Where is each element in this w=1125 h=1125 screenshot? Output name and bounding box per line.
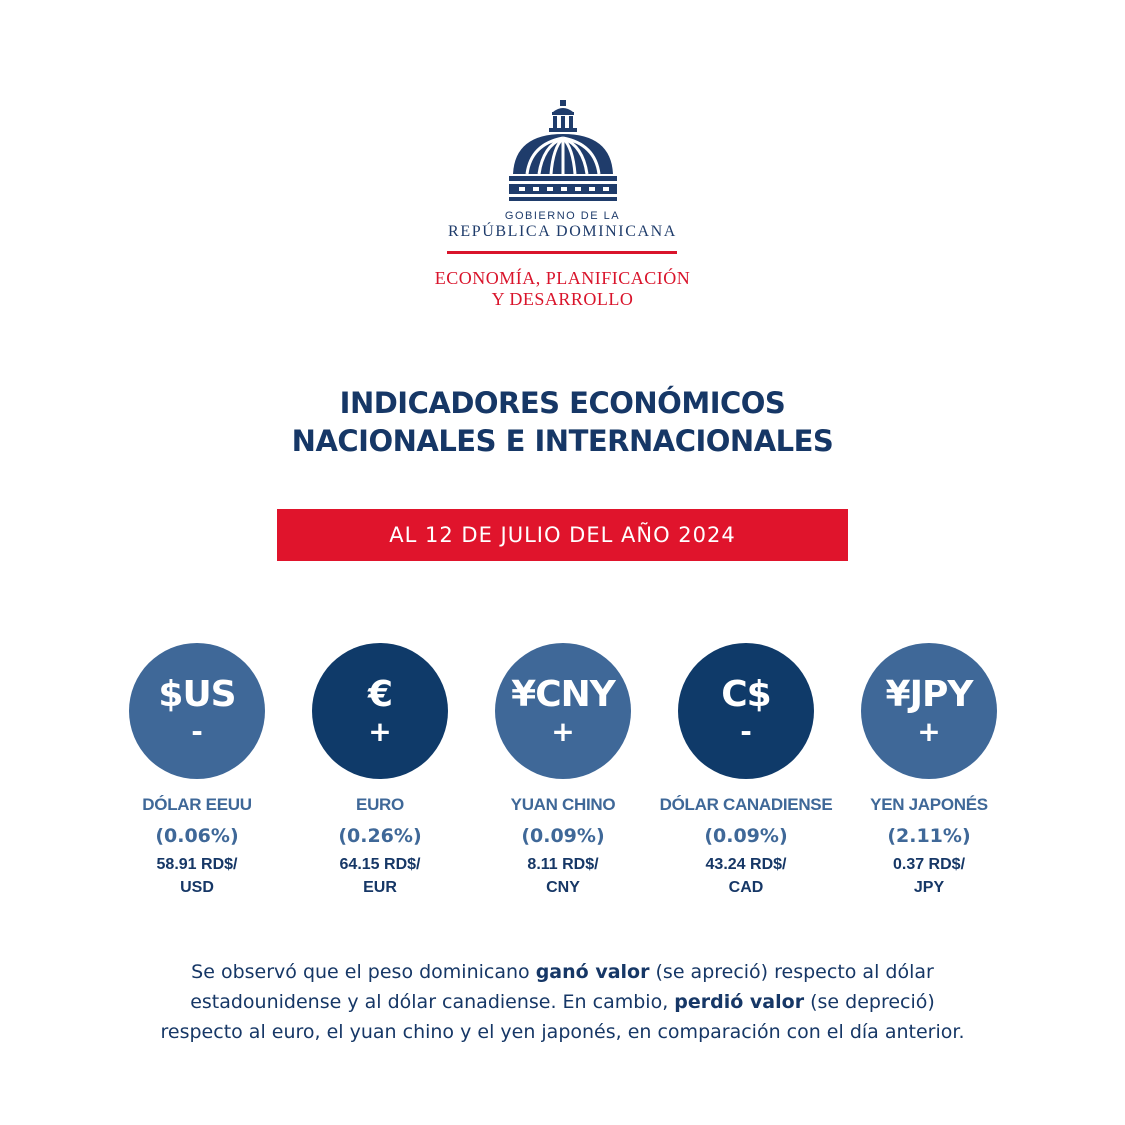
title-line2: NACIONALES E INTERNACIONALES: [291, 424, 834, 458]
currency-symbol: ¥JPY: [885, 674, 973, 715]
change-sign: +: [368, 715, 392, 748]
rate-value: 43.24 RD$/: [705, 856, 787, 873]
rate-value: 58.91 RD$/: [156, 856, 238, 873]
currency-circle: [495, 643, 631, 779]
currency-rate: [463, 853, 663, 899]
summary-bold-loss: perdió valor: [674, 991, 805, 1013]
currency-jpy: [829, 643, 1029, 899]
currency-rate: [646, 853, 846, 899]
gov-line1: GOBIERNO DE LA: [504, 210, 621, 222]
currency-circle: [861, 643, 997, 779]
dome-icon: [505, 100, 621, 210]
currency-rate: [280, 853, 480, 899]
change-sign: -: [740, 715, 752, 748]
summary-part2: (se apreció) respecto al dólar estadounidense y al dólar canadiense. En cambio,: [190, 961, 934, 1013]
currency-rate: [829, 853, 1029, 899]
currency-usd: [97, 643, 297, 899]
summary-part3: (se depreció) respecto al euro, el yuan chino y el yen japonés, en comparación con el día anterior.: [160, 991, 965, 1043]
currency-change: (0.26%): [338, 825, 422, 847]
currency-cad: [646, 643, 846, 899]
currency-change: (2.11%): [887, 825, 971, 847]
change-sign: -: [191, 715, 203, 748]
rate-code: USD: [180, 879, 214, 896]
change-sign: +: [917, 715, 941, 748]
currency-circle: [678, 643, 814, 779]
currency-name: YUAN CHINO: [510, 795, 616, 814]
gov-line2: REPÚBLICA DOMINICANA: [448, 223, 677, 240]
summary-bold-gain: ganó valor: [535, 961, 650, 983]
currency-symbol: ¥CNY: [511, 674, 615, 715]
change-sign: +: [551, 715, 575, 748]
currency-name: YEN JAPONÉS: [870, 795, 988, 814]
currency-symbol: €: [367, 674, 393, 715]
currency-change: (0.09%): [521, 825, 605, 847]
currency-symbol: C$: [721, 674, 771, 715]
currency-circle: [129, 643, 265, 779]
rate-value: 8.11 RD$/: [527, 856, 599, 873]
rate-value: 64.15 RD$/: [339, 856, 421, 873]
currency-name: EURO: [356, 795, 404, 814]
currency-circle: [312, 643, 448, 779]
rate-code: JPY: [913, 879, 945, 896]
rate-code: EUR: [363, 879, 397, 896]
ministry-line1: ECONOMÍA, PLANIFICACIÓN: [434, 268, 691, 288]
currency-symbol: $US: [158, 674, 236, 715]
logo-divider: [447, 251, 677, 254]
currency-name: DÓLAR EEUU: [142, 795, 252, 814]
currency-change: (0.06%): [155, 825, 239, 847]
date-banner: AL 12 DE JULIO DEL AÑO 2024: [277, 509, 848, 561]
rate-code: CAD: [728, 879, 764, 896]
rate-code: CNY: [546, 879, 580, 896]
ministry-line2: Y DESARROLLO: [491, 289, 634, 309]
currency-cny: [463, 643, 663, 899]
summary-text: [150, 957, 975, 1047]
currency-rate: [97, 853, 297, 899]
page-title: [0, 384, 1125, 460]
currency-name: DÓLAR CANADIENSE: [659, 795, 833, 814]
rate-value: 0.37 RD$/: [892, 856, 966, 873]
summary-part1: Se observó que el peso dominicano: [191, 961, 536, 983]
ministry-name: [0, 268, 1125, 310]
title-line1: INDICADORES ECONÓMICOS: [339, 386, 786, 420]
currency-change: (0.09%): [704, 825, 788, 847]
currency-eur: [280, 643, 480, 899]
